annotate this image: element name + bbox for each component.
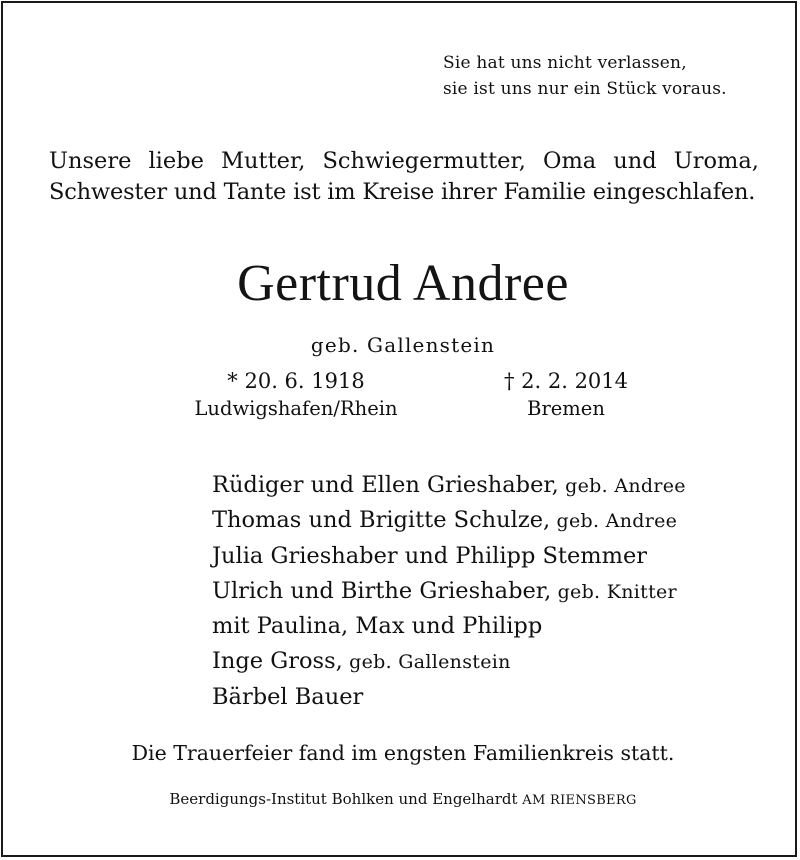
ceremony-note: Die Trauerfeier fand im engsten Familienkreis statt. [131, 741, 675, 765]
mourner-birth-name: geb. Andree [550, 510, 678, 533]
death-place: Bremen [527, 397, 605, 420]
mourner-line [212, 680, 686, 715]
deceased-name: Gertrud Andree [237, 255, 569, 312]
intro-word: Unsere [49, 148, 132, 174]
mourner-name: Inge Gross, [212, 648, 343, 675]
mourner-line [212, 468, 686, 503]
mourner-line [212, 609, 686, 644]
mourner-birth-name: geb. Andree [558, 475, 686, 497]
birth-name: geb. Gallenstein [310, 333, 496, 357]
mourner-birth-name: geb. Gallenstein [342, 651, 511, 674]
intro-word: Uroma, [673, 148, 759, 174]
intro-text [49, 146, 759, 208]
intro-line-1 [49, 146, 759, 177]
intro-word: Mutter, [221, 148, 306, 174]
intro-word: liebe [148, 148, 204, 174]
undertaker-line [3, 787, 800, 813]
mourner-line [212, 539, 686, 574]
birth-date: * 20. 6. 1918 [227, 369, 365, 393]
undertaker-name: Beerdigungs-Institut Bohlken und Engelhardt [169, 790, 518, 808]
obituary-notice [1, 1, 797, 857]
undertaker-location: AM RIENSBERG [522, 793, 637, 808]
death-date: † 2. 2. 2014 [503, 369, 629, 393]
mourner-name: mit Paulina, Max und Philipp [212, 613, 543, 640]
mourner-line [212, 644, 686, 679]
intro-line-2: Schwester und Tante ist im Kreise ihrer Familie eingeschlafen. [49, 179, 756, 205]
motto-line: sie ist uns nur ein Stück voraus. [443, 79, 727, 99]
mourner-line [212, 503, 686, 538]
mourner-name: Ulrich und Birthe Grieshaber, [212, 577, 552, 604]
intro-word: und [613, 148, 657, 174]
mourner-name: Thomas und Brigitte Schulze, [212, 507, 551, 534]
birth-place: Ludwigshafen/Rhein [194, 397, 398, 420]
motto-quote [443, 50, 727, 102]
intro-word: Schwiegermutter, [322, 148, 526, 174]
motto-line: Sie hat uns nicht verlassen, [443, 53, 687, 73]
mourner-birth-name: geb. Knitter [551, 580, 677, 603]
mourner-name: Rüdiger und Ellen Grieshaber, [212, 472, 559, 498]
intro-word: Oma [543, 148, 597, 174]
death-info [481, 367, 651, 423]
mourner-name: Julia Grieshaber und Philipp Stemmer [212, 542, 648, 569]
mourner-name: Bärbel Bauer [212, 683, 364, 710]
mourner-line [212, 574, 686, 609]
mourners-list [212, 468, 686, 715]
birth-info [173, 367, 419, 423]
